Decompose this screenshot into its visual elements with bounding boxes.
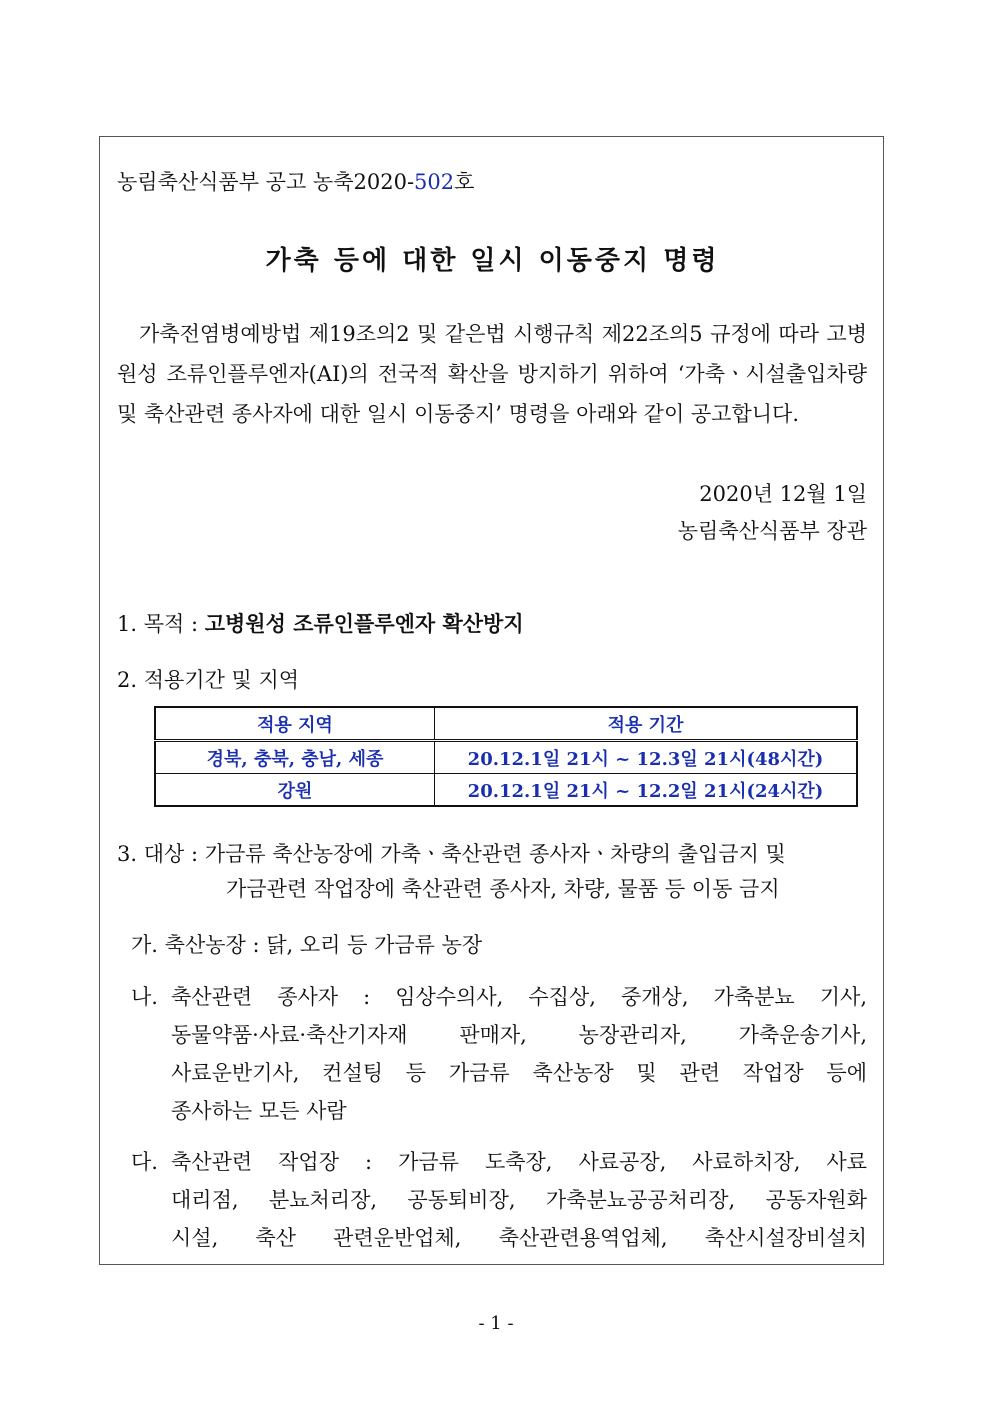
item-na <box>131 978 867 1130</box>
item-na-line: 사료운반기사, 컨설팅 등 가금류 축산농장 및 관련 작업장 등에 <box>171 1061 867 1085</box>
document-title: 가축 등에 대한 일시 이동중지 명령 <box>265 246 720 276</box>
section-purpose <box>117 608 524 638</box>
table-row <box>155 774 857 807</box>
item-da-line: 축산관련 작업장 : 가금류 도축장, 사료공장, 사료하치장, 사료 <box>171 1150 867 1174</box>
item-na-line: 축산관련 종사자 : 임상수의사, 수집상, 중개상, 가축분뇨 기사, <box>171 985 867 1009</box>
section-period-region: 2. 적용기간 및 지역 <box>117 668 300 692</box>
page-number: - 1 - <box>478 1313 514 1334</box>
notice-suffix: 호 <box>454 170 475 194</box>
item-ga-text: 축산농장 : 닭, 오리 등 가금류 농장 <box>164 933 483 957</box>
item-na-line: 동물약품·사료·축산기자재 판매자, 농장관리자, 가축운송기사, <box>171 1023 867 1047</box>
issue-date: 2020년 12월 1일 <box>699 482 867 506</box>
item-na-label: 나. <box>131 985 158 1009</box>
section-target-label: 3. 대상 : <box>117 842 205 866</box>
notice-prefix: 농림축산식품부 공고 농축2020- <box>117 170 415 194</box>
notice-number-value: 502 <box>414 170 455 194</box>
table-header-region: 적용 지역 <box>155 707 435 741</box>
table-cell-region: 경북, 충북, 충남, 세종 <box>155 741 435 774</box>
table-cell-region: 강원 <box>155 774 435 807</box>
table-row <box>155 741 857 774</box>
item-ga <box>131 929 482 959</box>
item-ga-label: 가. <box>131 933 158 957</box>
section-purpose-value: 고병원성 조류인플루엔자 확산방지 <box>204 611 524 636</box>
table-cell-period: 20.12.1일 21시 ~ 12.3일 21시(48시간) <box>435 741 858 774</box>
item-da-line: 대리점, 분뇨처리장, 공동퇴비장, 가축분뇨공공처리장, 공동자원화 <box>171 1188 867 1212</box>
item-da-label: 다. <box>131 1150 158 1174</box>
section-purpose-label: 1. 목적 : <box>117 612 205 636</box>
item-da <box>131 1143 867 1257</box>
item-da-line: 시설, 축산 관련운반업체, 축산관련용역업체, 축산시설장비설치 <box>171 1226 867 1250</box>
table-header-row <box>155 707 857 741</box>
table-cell-period: 20.12.1일 21시 ~ 12.2일 21시(24시간) <box>435 774 858 807</box>
table-header-period: 적용 기간 <box>435 707 858 741</box>
section-target <box>117 838 786 868</box>
issuer: 농림축산식품부 장관 <box>677 519 867 543</box>
notice-number <box>117 166 474 196</box>
item-na-line: 종사하는 모든 사람 <box>171 1099 347 1123</box>
body-paragraph: 가축전염병예방법 제19조의2 및 같은법 시행규칙 제22조의5 규정에 따라 고병원성 조류인플루엔자(AI)의 전국적 확산을 방지하기 위하여 ‘가축ㆍ시설출입차량 및 축산관련 종사자에 대한 일시 이동중지’ 명령을 아래와 같이 공고합니다. <box>117 322 867 426</box>
section-target-line2: 가금관련 작업장에 축산관련 종사자, 차량, 물품 등 이동 금지 <box>226 877 780 901</box>
region-period-table <box>154 706 858 807</box>
section-target-line1: 가금류 축산농장에 가축ㆍ축산관련 종사자ㆍ차량의 출입금지 및 <box>204 842 786 866</box>
